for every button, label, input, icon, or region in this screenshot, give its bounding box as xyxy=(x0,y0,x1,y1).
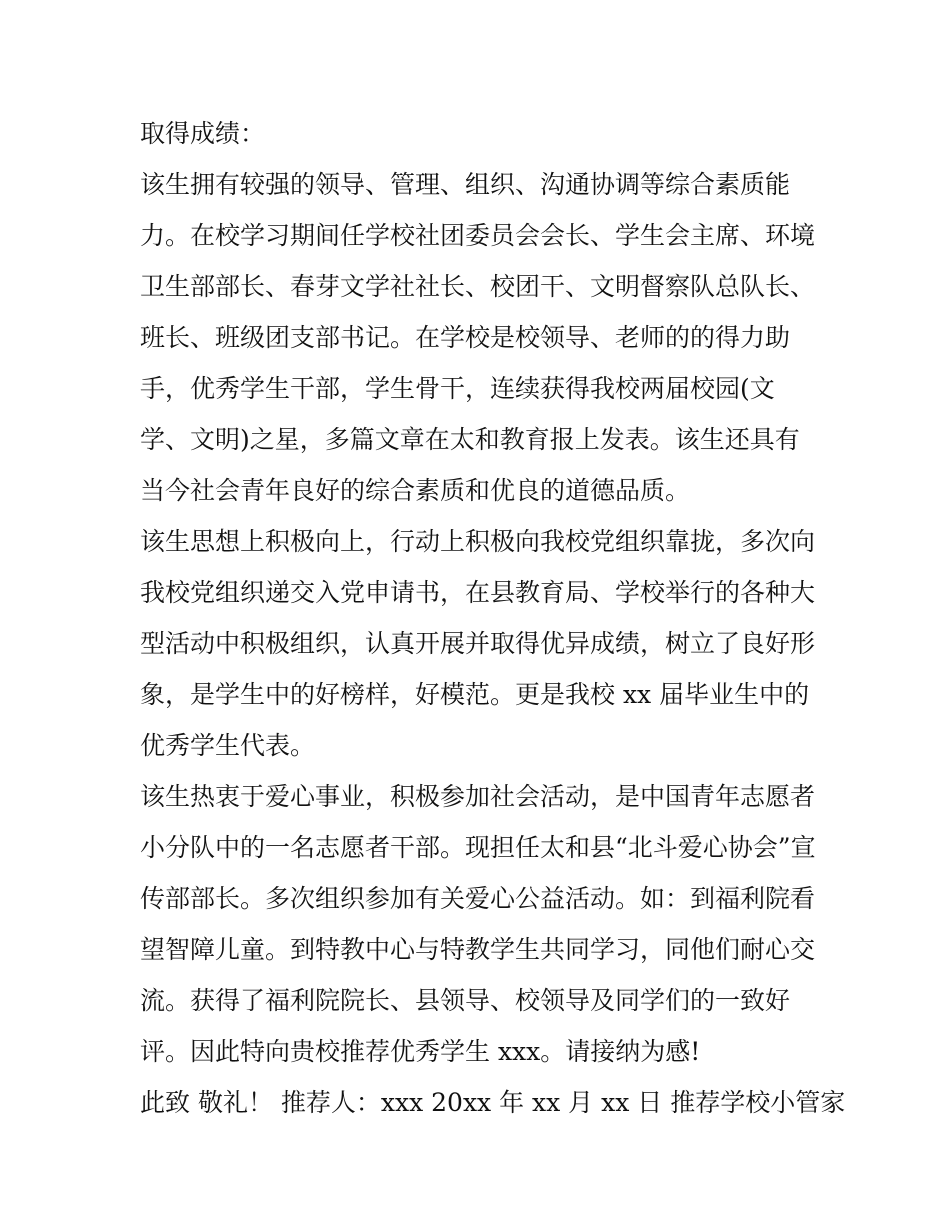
text-line: 型活动中积极组织，认真开展并取得优异成绩，树立了良好形 xyxy=(140,629,816,658)
text-line: 评。因此特向贵校推荐优秀学生 xxx。请接纳为感! xyxy=(140,1037,701,1066)
text-line: 学、文明)之星，多篇文章在太和教育报上发表。该生还具有 xyxy=(140,425,800,454)
text-line: 卫生部部长、春芽文学社社长、校团干、文明督察队总队长、 xyxy=(140,272,816,301)
text-line: 象，是学生中的好榜样，好模范。更是我校 xx 届毕业生中的 xyxy=(140,680,810,709)
text-line: 力。在校学习期间任学校社团委员会会长、学生会主席、环境 xyxy=(140,221,816,250)
text-line: 手，优秀学生干部，学生骨干，连续获得我校两届校园(文 xyxy=(140,374,775,403)
text-line: 当今社会青年良好的综合素质和优良的道德品质。 xyxy=(140,476,691,505)
text-line-closing-signature: 此致 敬礼！ 推荐人：xxx 20xx 年 xx 月 xx 日 推荐学校小管家 xyxy=(140,1088,846,1117)
recommendation-letter-body xyxy=(140,108,846,1128)
text-line: 我校党组织递交入党申请书，在县教育局、学校举行的各种大 xyxy=(140,578,816,607)
text-line-achievements-heading: 取得成绩： xyxy=(140,119,266,148)
text-line: 流。获得了福利院院长、县领导、校领导及同学们的一致好 xyxy=(140,986,791,1015)
text-line: 望智障儿童。到特教中心与特教学生共同学习，同他们耐心交 xyxy=(140,935,816,964)
text-line: 该生拥有较强的领导、管理、组织、沟通协调等综合素质能 xyxy=(140,170,791,199)
text-line: 该生热衷于爱心事业，积极参加社会活动，是中国青年志愿者 xyxy=(140,782,816,811)
text-line: 传部部长。多次组织参加有关爱心公益活动。如：到福利院看 xyxy=(140,884,816,913)
text-line: 该生思想上积极向上，行动上积极向我校党组织靠拢，多次向 xyxy=(140,527,816,556)
text-line: 优秀学生代表。 xyxy=(140,731,316,760)
text-line: 小分队中的一名志愿者干部。现担任太和县“北斗爱心协会”宣 xyxy=(140,833,816,862)
text-line: 班长、班级团支部书记。在学校是校领导、老师的的得力助 xyxy=(140,323,791,352)
